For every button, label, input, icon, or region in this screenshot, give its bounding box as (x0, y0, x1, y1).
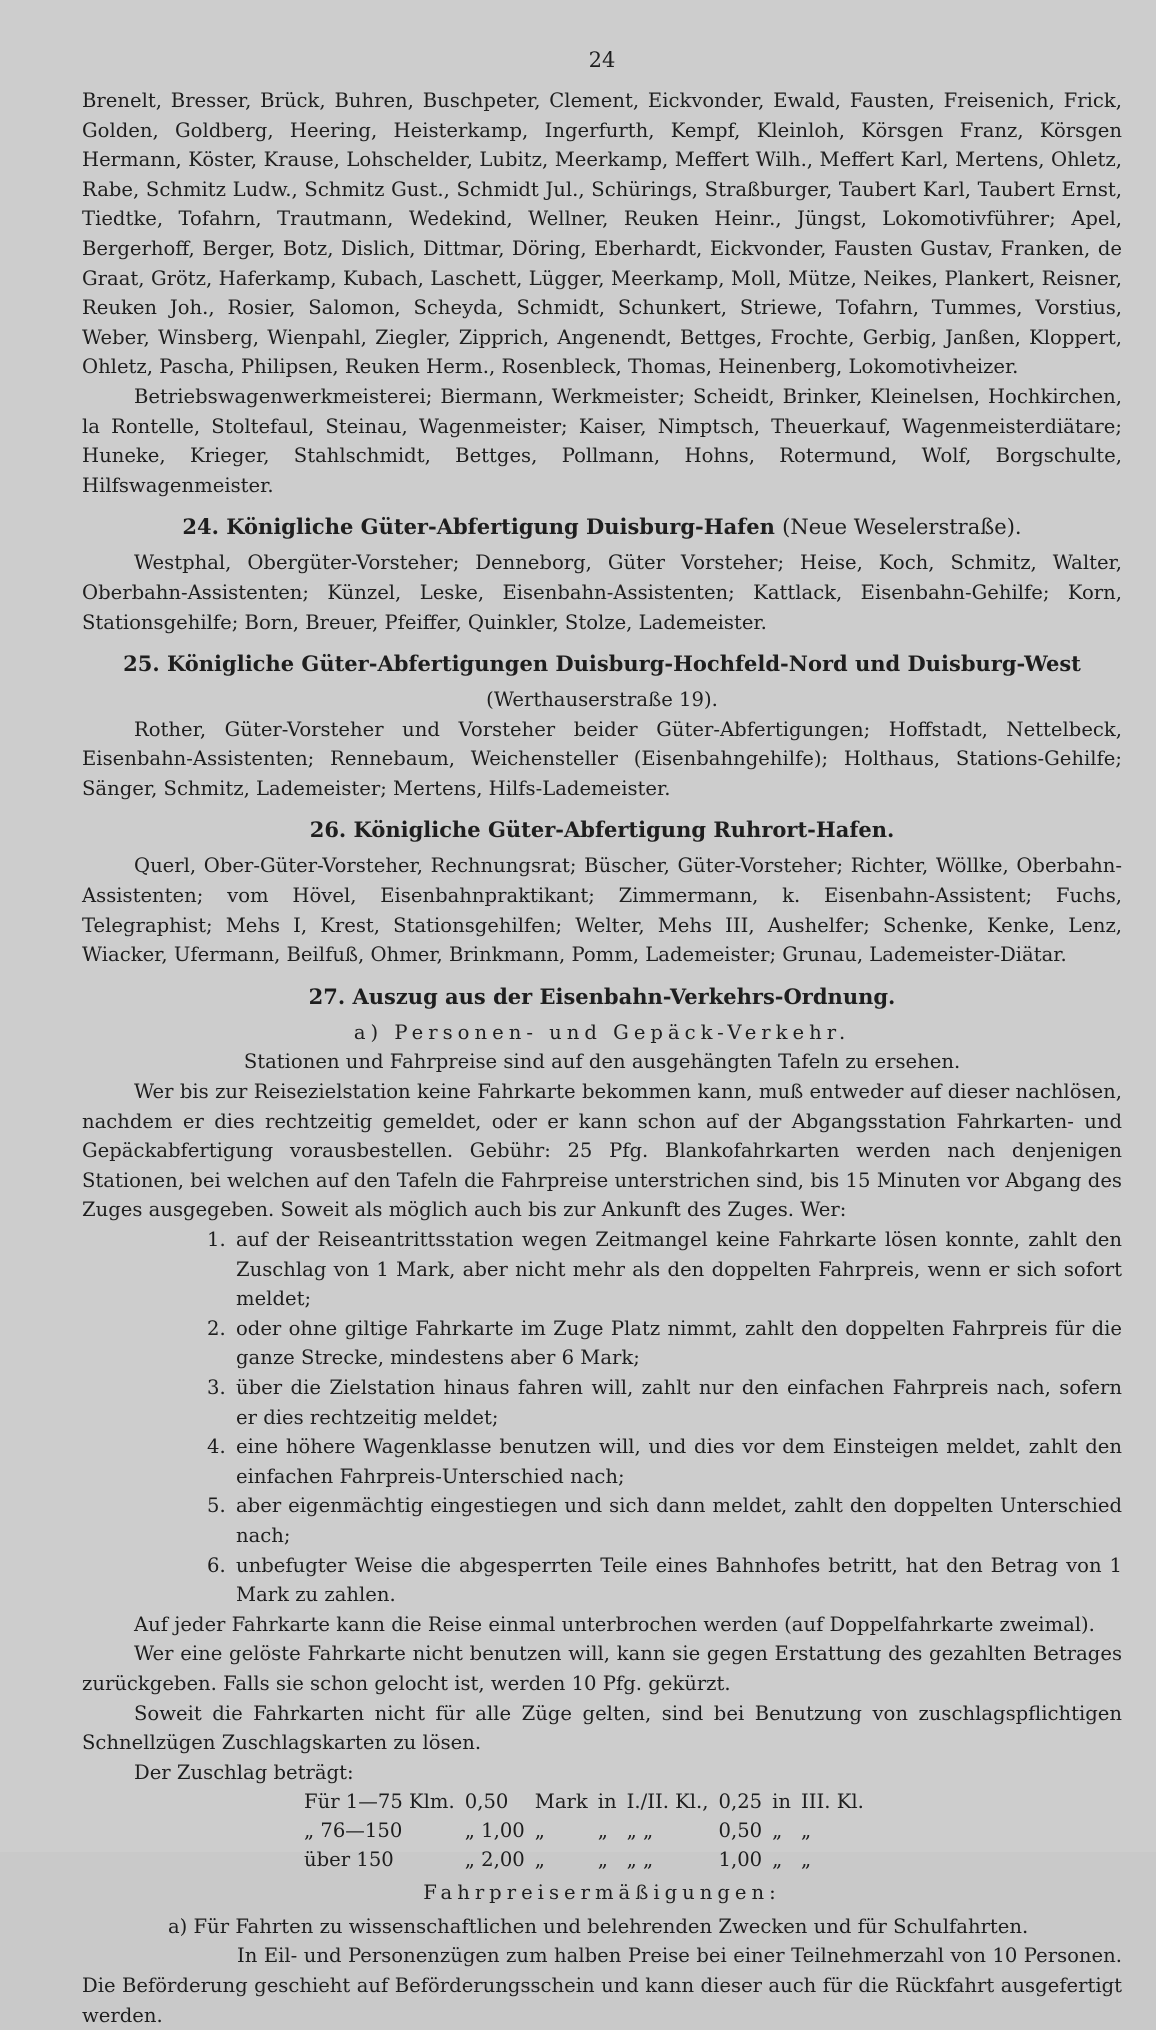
fare-unit: Mark (534, 1790, 588, 1814)
list-number: 3. (207, 1375, 226, 1399)
fare-amount: „ 1,00 (464, 1819, 525, 1843)
fare-table (304, 1787, 874, 1874)
section-27-subtitle: a) Personen- und Gepäck-Verkehr. (353, 1020, 851, 1044)
fare-in-2: in (772, 1790, 792, 1814)
list-item (82, 1225, 1122, 1314)
page-number: 24 (588, 48, 616, 72)
section-24-body: Westphal, Obergüter-Vorsteher; Denneborg, Güter Vorsteher; Heise, Koch, Schmitz, Walter, Oberbahn-Assistenten; Künzel, Leske, Eisenbahn-Assistenten; Kattlack, Eisenbahn-Gehilfe; Korn, Stationsgehilfe; Born, Breuer, Pfeiffer, Quinkler, Stolze, Lademeister. (82, 551, 1122, 634)
fare-class-2: „ (801, 1848, 812, 1872)
fare-in: „ (597, 1819, 608, 1843)
section-27-para4: Soweit die Fahrkarten nicht für alle Züge gelten, sind bei Benutzung von zuschlagspflichtigen Schnellzügen Zuschlagskarten zu lösen. (82, 1701, 1122, 1755)
table-row (304, 1787, 874, 1816)
section-26-heading: 26. Königliche Güter-Abfertigung Ruhrort-Hafen. (309, 817, 895, 843)
fare-unit: „ (534, 1819, 545, 1843)
workshop-paragraph: Betriebswagenwerkmeisterei; Biermann, Werkmeister; Scheidt, Brinker, Kleinelsen, Hochkirchen, la Rontelle, Stoltefaul, Steinau, Wagenmeister; Kaiser, Nimptsch, Theuerkauf, Wagenmeisterdiätare; Huneke, Krieger, Stahlschmidt, Bettges, Pollmann, Hohns, Rotermund, Wolf, Borgschulte, Hilfswagenmeister. (82, 384, 1122, 497)
fare-class: „ „ (626, 1819, 654, 1843)
fare-unit: „ (534, 1848, 545, 1872)
section-27-para3: Wer eine gelöste Fahrkarte nicht benutzen will, kann sie gegen Erstattung des gezahlten Betrages zurückgeben. Falls sie schon gelocht ist, werden 10 Pfg. gekürzt. (82, 1642, 1122, 1695)
fare-in: „ (597, 1848, 608, 1872)
list-item (82, 1314, 1122, 1373)
subsection-a-body: In Eil- und Personenzügen zum halben Preise bei einer Teilnehmerzahl von 10 Personen. Die Beförderung geschieht auf Beförderungsschein und kann dieser auch für die Rückfahrt ausgefertigt werden. (82, 1944, 1122, 2027)
fare-class: I./II. Kl., (626, 1790, 709, 1814)
fare-range: über 150 (304, 1848, 394, 1872)
list-text: oder ohne giltige Fahrkarte im Zuge Platz nimmt, zahlt den doppelten Fahrpreis für die ganze Strecke, mindestens aber 6 Mark; (236, 1316, 1122, 1370)
fare-amount: 0,50 (464, 1790, 509, 1814)
fare-in: in (597, 1790, 617, 1814)
fare-class-2: III. Kl. (801, 1790, 864, 1814)
fare-class-2: „ (801, 1819, 812, 1843)
list-text: über die Zielstation hinaus fahren will, zahlt nur den einfachen Fahrpreis nach, sofern er dies rechtzeitig meldet; (236, 1375, 1122, 1429)
list-number: 5. (207, 1494, 226, 1518)
list-text: eine höhere Wagenklasse benutzen will, und dies vor dem Einsteigen meldet, zahlt den einfachen Fahrpreis-Unterschied nach; (236, 1435, 1122, 1488)
list-text: auf der Reiseantrittsstation wegen Zeitmangel keine Fahrkarte lösen konnte, zahlt den Zuschlag von 1 Mark, aber nicht mehr als den doppelten Fahrpreis, wenn er sich sofort meldet; (236, 1228, 1122, 1311)
list-text: unbefugter Weise die abgesperrten Teile eines Bahnhofes betritt, hat den Betrag von 1 Mark zu zahlen. (236, 1553, 1122, 1607)
fare-amount-2: 0,25 (718, 1790, 763, 1814)
rules-list (82, 1225, 1122, 1610)
fare-in-2: „ (772, 1848, 783, 1872)
section-24-title: 24. Königliche Güter-Abfertigung Duisburg-Hafen (182, 514, 775, 540)
section-27-heading: 27. Auszug aus der Eisenbahn-Verkehrs-Ordnung. (308, 983, 896, 1009)
section-25-body: Rother, Güter-Vorsteher und Vorsteher beider Güter-Abfertigungen; Hoffstadt, Nettelbeck, Eisenbahn-Assistenten; Rennebaum, Weichensteller (Eisenbahngehilfe); Holthaus, Stations-Gehilfe; Sänger, Schmitz, Lademeister; Mertens, Hilfs-Lademeister. (82, 717, 1122, 800)
list-text: aber eigenmächtig eingestiegen und sich dann meldet, zahlt den doppelten Unterschied nach; (236, 1494, 1122, 1547)
zuschlag-intro: Der Zuschlag beträgt: (134, 1760, 354, 1784)
list-item (82, 1491, 1122, 1550)
list-number: 2. (207, 1316, 226, 1340)
list-item (82, 1373, 1122, 1432)
section-24-heading (82, 512, 1122, 542)
fare-range: „ 76—150 (304, 1819, 403, 1843)
list-number: 4. (207, 1435, 226, 1459)
fare-amount: „ 2,00 (464, 1848, 525, 1872)
fare-range: Für 1—75 Klm. (304, 1790, 455, 1814)
section-25-heading: 25. Königliche Güter-Abfertigungen Duisburg-Hochfeld-Nord und Duisburg-West (123, 651, 1081, 677)
list-number: 1. (207, 1228, 226, 1251)
intro-paragraph: Brenelt, Bresser, Brück, Buhren, Buschpeter, Clement, Eickvonder, Ewald, Fausten, Freisenich, Frick, Golden, Goldberg, Heering, Heisterkamp, Ingerfurth, Kempf, Kleinloh, Körsgen Franz, Körsgen Hermann, Köster, Krause, Lohschelder, Lubitz, Meerkamp, Meffert Wilh., Meffert Karl, Mertens, Ohletz, Rabe, Schmitz Ludw., Schmitz Gust., Schmidt Jul., Schürings, Straßburger, Taubert Karl, Taubert Ernst, Tiedtke, Tofahrn, Trautmann, Wedekind, Wellner, Reuken Heinr., Jüngst, Lokomotivführer; Apel, Bergerhoff, Berger, Botz, Dislich, Dittmar, Döring, Eberhardt, Eickvonder, Fausten Gustav, Franken, de Graat, Grötz, Haferkamp, Kubach, Laschett, Lügger, Meerkamp, Moll, Mütze, Neikes, Plankert, Reisner, Reuken Joh., Rosier, Salomon, Scheyda, Schmidt, Schunkert, Striewe, Tofahrn, Tummes, Vorstius, Weber, Winsberg, Wienpahl, Ziegler, Zipprich, Angenendt, Bettges, Frochte, Gerbig, Janßen, Kloppert, Ohletz, Pascha, Philipsen, Reuken Herm., Rosenbleck, Thomas, Heinenberg, Lokomotivheizer. (82, 89, 1122, 379)
section-26-body: Querl, Ober-Güter-Vorsteher, Rechnungsrat; Büscher, Güter-Vorsteher; Richter, Wöllke, Oberbahn-Assistenten; vom Hövel, Eisenbahnpraktikant; Zimmermann, k. Eisenbahn-Assistent; Fuchs, Telegraphist; Mehs I, Krest, Stationsgehilfen; Welter, Mehs III, Aushelfer; Schenke, Kenke, Lenz, Wiacker, Ufermann, Beilfuß, Ohmer, Brinkmann, Pomm, Lademeister; Grunau, Lademeister-Diätar. (82, 854, 1122, 967)
list-number: 6. (207, 1553, 226, 1577)
section-27-para1: Wer bis zur Reisezielstation keine Fahrkarte bekommen kann, muß entweder auf dieser nachlösen, nachdem er dies rechtzeitig gemeldet, oder er kann schon auf der Abgangsstation Fahrkarten- und Gepäckabfertigung vorausbestellen. Gebühr: 25 Pfg. Blankofahrkarten werden nach denjenigen Stationen, bei welchen auf den Tafeln die Fahrpreise unterstrichen sind, bis 15 Minuten vor Abgang des Zuges ausgegeben. Soweit als möglich auch bis zur Ankunft des Zuges. Wer: (82, 1080, 1122, 1222)
subsection-a-title: a) Für Fahrten zu wissenschaftlichen und belehrenden Zwecken und für Schulfahrten. (168, 1914, 1029, 1938)
list-item (82, 1432, 1122, 1491)
section-25-subline: (Werthauserstraße 19). (486, 688, 718, 712)
fare-amount-2: 1,00 (718, 1848, 763, 1872)
stations-line: Stationen und Fahrpreise sind auf den ausgehängten Tafeln zu ersehen. (243, 1050, 961, 1074)
fare-amount-2: 0,50 (718, 1819, 763, 1843)
fare-class: „ „ (626, 1848, 654, 1872)
list-item (82, 1551, 1122, 1610)
table-row (304, 1845, 874, 1874)
ermaessigungen-title: Fahrpreisermäßigungen: (423, 1881, 781, 1905)
section-27-para2: Auf jeder Fahrkarte kann die Reise einmal unterbrochen werden (auf Doppelfahrkarte zweimal). (134, 1612, 1095, 1636)
fare-in-2: „ (772, 1819, 783, 1843)
table-row (304, 1816, 874, 1845)
section-24-note: (Neue Weselerstraße). (782, 515, 1022, 540)
